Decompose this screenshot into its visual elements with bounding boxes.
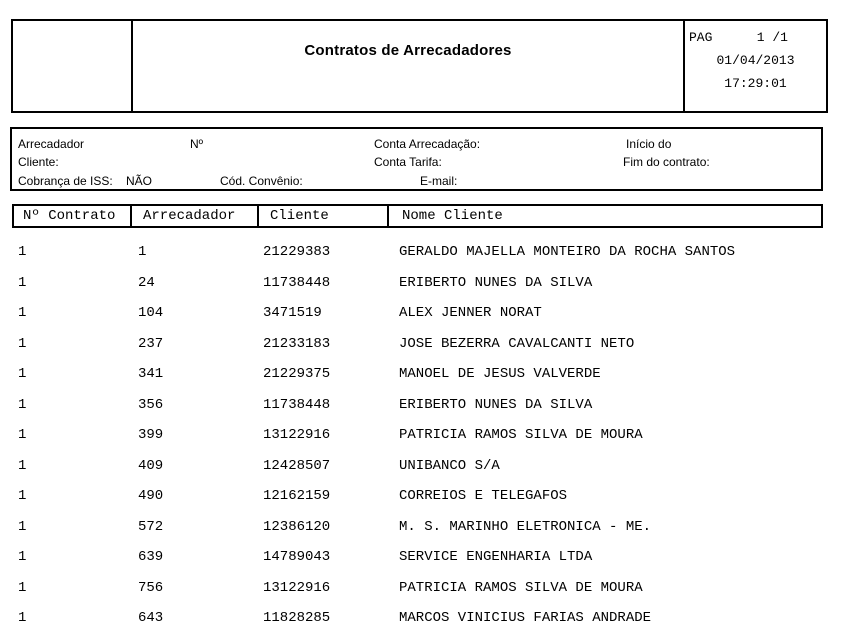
table-cell: 13122916 xyxy=(263,579,331,596)
table-cell: 1 xyxy=(18,457,27,474)
table-cell: 1 xyxy=(18,427,27,443)
conta-arrecadacao-label: Conta Arrecadação: xyxy=(374,137,481,151)
table-row xyxy=(0,483,865,514)
table-body xyxy=(0,239,865,636)
table-cell: UNIBANCO S/A xyxy=(399,457,500,474)
table-row xyxy=(0,239,865,270)
table-cell: 490 xyxy=(138,488,164,504)
table-cell: 1 xyxy=(18,396,27,413)
report-header xyxy=(11,19,828,113)
table-cell: 104 xyxy=(138,305,164,321)
table-row xyxy=(0,392,865,423)
table-cell: 11828285 xyxy=(263,610,331,626)
table-cell: ALEX JENNER NORAT xyxy=(399,305,542,321)
table-cell: 643 xyxy=(138,610,164,626)
table-cell: 11738448 xyxy=(263,274,331,291)
table-cell: 1 xyxy=(18,305,27,321)
conta-tarifa-label: Conta Tarifa: xyxy=(374,155,442,169)
column-header-cliente: Cliente xyxy=(270,208,329,224)
table-cell: 1 xyxy=(138,244,147,260)
table-cell: 1 xyxy=(18,518,27,535)
column-header-arrecadador: Arrecadador xyxy=(143,208,236,224)
column-header-contrato: Nº Contrato xyxy=(23,208,116,224)
report-date: 01/04/2013 xyxy=(716,53,795,68)
table-cell: 1 xyxy=(18,244,27,260)
page-number-line xyxy=(689,26,822,49)
table-cell: MARCOS VINICIUS FARIAS ANDRADE xyxy=(399,610,652,626)
table-cell: M. S. MARINHO ELETRONICA - ME. xyxy=(399,518,652,535)
inicio-contrato-label: Início do xyxy=(626,137,672,151)
table-cell: JOSE BEZERRA CAVALCANTI NETO xyxy=(399,335,635,352)
table-row xyxy=(0,575,865,606)
table-cell: ERIBERTO NUNES DA SILVA xyxy=(399,396,593,413)
table-cell: 356 xyxy=(138,396,164,413)
table-cell: PATRICIA RAMOS SILVA DE MOURA xyxy=(399,427,643,443)
table-cell: CORREIOS E TELEGAFOS xyxy=(399,488,568,504)
cod-convenio-label: Cód. Convênio: xyxy=(220,174,303,188)
email-label: E-mail: xyxy=(420,174,458,188)
column-divider xyxy=(387,206,389,226)
report-time: 17:29:01 xyxy=(724,76,787,91)
table-row xyxy=(0,361,865,392)
table-cell: 237 xyxy=(138,335,164,352)
table-cell: 11738448 xyxy=(263,396,331,413)
table-row xyxy=(0,453,865,484)
table-cell: 13122916 xyxy=(263,427,331,443)
table-row xyxy=(0,544,865,575)
cobranca-iss-label: Cobrança de ISS: xyxy=(18,174,113,188)
arrecadador-label: Arrecadador xyxy=(18,137,85,151)
table-cell: 1 xyxy=(18,610,27,626)
header-cell-divider xyxy=(131,21,133,111)
table-cell: 1 xyxy=(18,579,27,596)
table-cell: 639 xyxy=(138,549,164,565)
table-cell: GERALDO MAJELLA MONTEIRO DA ROCHA SANTOS xyxy=(399,244,736,260)
page-info-cell xyxy=(685,21,826,111)
table-cell: 572 xyxy=(138,518,164,535)
table-cell: 24 xyxy=(138,274,155,291)
table-cell: ERIBERTO NUNES DA SILVA xyxy=(399,274,593,291)
table-row xyxy=(0,422,865,453)
table-cell: 21233183 xyxy=(263,335,331,352)
table-cell: SERVICE ENGENHARIA LTDA xyxy=(399,549,593,565)
table-cell: 409 xyxy=(138,457,164,474)
table-cell: 1 xyxy=(18,335,27,352)
table-cell: MANOEL DE JESUS VALVERDE xyxy=(399,366,601,382)
table-cell: PATRICIA RAMOS SILVA DE MOURA xyxy=(399,579,643,596)
cobranca-iss-value: NÃO xyxy=(126,174,153,188)
table-cell: 12162159 xyxy=(263,488,331,504)
cliente-label: Cliente: xyxy=(18,155,59,169)
logo-placeholder xyxy=(13,21,131,111)
page-label: PAG xyxy=(689,30,713,45)
fim-contrato-label: Fim do contrato: xyxy=(623,155,710,169)
table-row xyxy=(0,300,865,331)
table-cell: 1 xyxy=(18,549,27,565)
table-cell: 341 xyxy=(138,366,164,382)
report-title: Contratos de Arrecadadores xyxy=(304,42,512,59)
table-cell: 12428507 xyxy=(263,457,331,474)
table-cell: 1 xyxy=(18,366,27,382)
table-column-header xyxy=(12,204,823,228)
table-row xyxy=(0,514,865,545)
table-cell: 756 xyxy=(138,579,164,596)
table-row xyxy=(0,331,865,362)
table-cell: 1 xyxy=(18,274,27,291)
filter-criteria-box xyxy=(10,127,823,191)
table-cell: 399 xyxy=(138,427,164,443)
column-header-nome-cliente: Nome Cliente xyxy=(402,208,503,224)
table-cell: 12386120 xyxy=(263,518,331,535)
table-cell: 14789043 xyxy=(263,549,331,565)
page-number: 1 /1 xyxy=(756,30,788,45)
column-divider xyxy=(257,206,259,226)
table-row xyxy=(0,270,865,301)
table-cell: 21229383 xyxy=(263,244,331,260)
table-cell: 1 xyxy=(18,488,27,504)
table-row xyxy=(0,605,865,636)
table-cell: 21229375 xyxy=(263,366,331,382)
numero-label: Nº xyxy=(190,137,204,151)
table-cell: 3471519 xyxy=(263,305,322,321)
column-divider xyxy=(130,206,132,226)
